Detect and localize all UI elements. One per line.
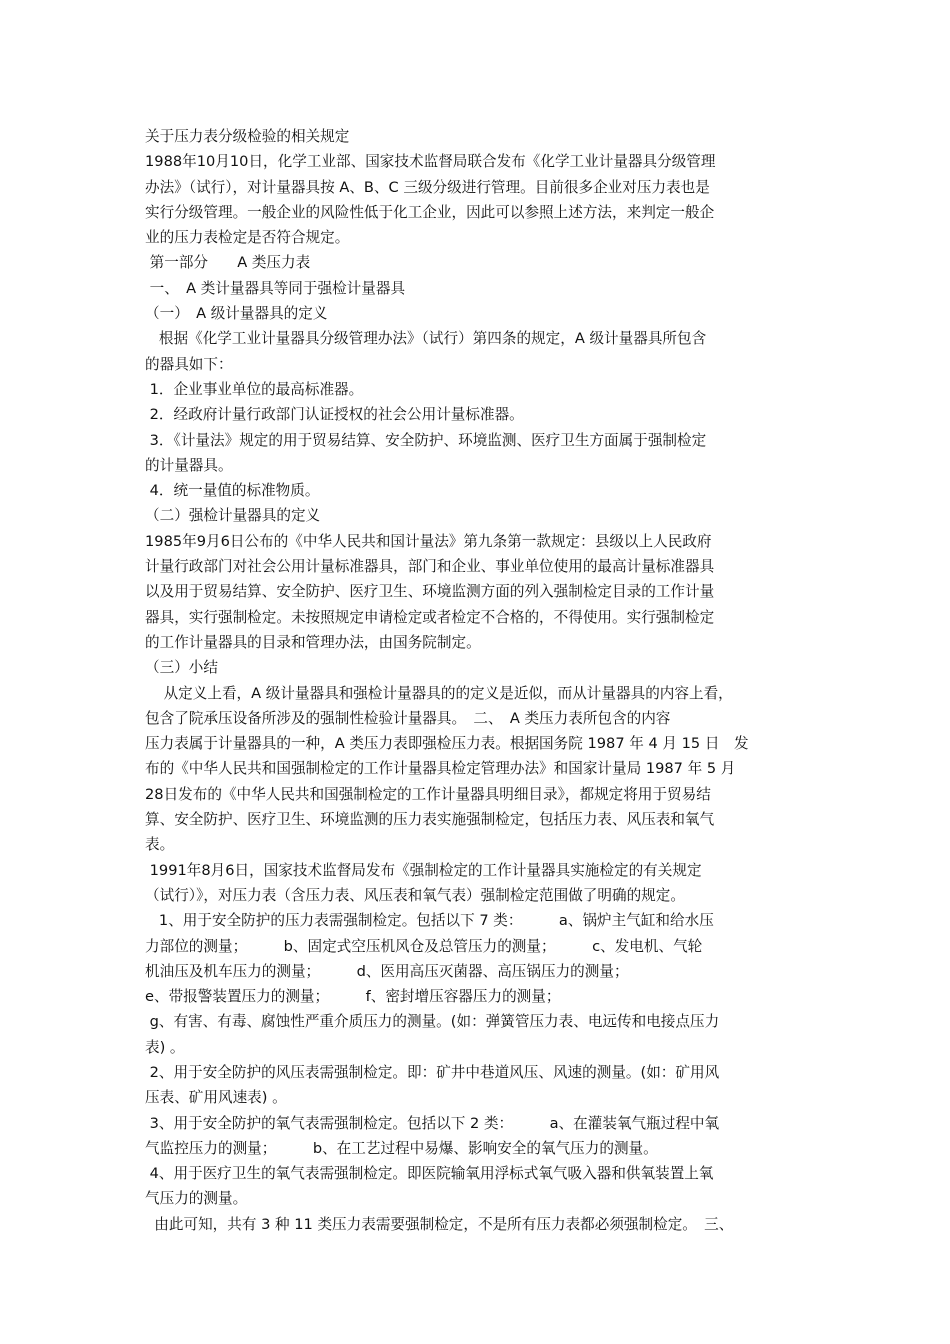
- text-line: 4、用于医疗卫生的氧气表需强制检定。即医院输氧用浮标式氧气吸入器和供氧装置上氧: [145, 1165, 714, 1183]
- text-line: g、有害、有毒、腐蚀性严重介质压力的测量。(如：弹簧管压力表、电远传和电接点压力: [145, 1013, 720, 1031]
- text-line: 办法》（试行），对计量器具按 A、B、C 三级分级进行管理。目前很多企业对压力表也是: [145, 178, 710, 196]
- text-line: 布的《中华人民共和国强制检定的工作计量器具检定管理办法》和国家计量局 1987 年 5 月: [145, 760, 736, 778]
- text-line: e、带报警装置压力的测量； f、密封增压容器压力的测量；: [145, 988, 561, 1006]
- text-line: 一、 A 类计量器具等同于强检计量器具: [145, 279, 406, 297]
- text-line: 以及用于贸易结算、安全防护、医疗卫生、环境监测方面的列入强制检定目录的工作计量: [145, 583, 715, 601]
- document-title: 关于压力表分级检验的相关规定: [145, 128, 350, 145]
- text-line: 的计量器具。: [145, 456, 233, 474]
- text-line: 压力表属于计量器具的一种，A 类压力表即强检压力表。根据国务院 1987 年 4 月 15 日 发: [145, 735, 749, 753]
- text-line: （二）强检计量器具的定义: [145, 507, 321, 525]
- text-line: 气压力的测量。: [145, 1190, 248, 1208]
- text-line: 3、用于安全防护的氧气表需强制检定。包括以下 2 类： a、在灌装氧气瓶过程中氧: [145, 1114, 720, 1132]
- text-line: 3．《计量法》规定的用于贸易结算、安全防护、环境监测、医疗卫生方面属于强制检定: [145, 431, 707, 449]
- text-line: 力部位的测量； b、固定式空压机风仓及总管压力的测量； c、发电机、气轮: [145, 937, 703, 955]
- text-line: 由此可知，共有 3 种 11 类压力表需要强制检定，不是所有压力表都必须强制检定。 三、: [145, 1215, 734, 1233]
- text-line: 2．经政府计量行政部门认证授权的社会公用计量标准器。: [145, 406, 524, 424]
- text-line: 计量行政部门对社会公用计量标准器具，部门和企业、事业单位使用的最高计量标准器具: [145, 558, 715, 576]
- text-line: 28日发布的《中华人民共和国强制检定的工作计量器具明细目录》，都规定将用于贸易结: [145, 785, 711, 803]
- text-line: 气监控压力的测量； b、在工艺过程中易爆、影响安全的氧气压力的测量。: [145, 1139, 658, 1157]
- text-line: 的器具如下：: [145, 355, 233, 373]
- text-line: 表。: [145, 836, 175, 854]
- text-line: 业的压力表检定是否符合规定。: [145, 229, 350, 247]
- text-line: 4．统一量值的标准物质。: [145, 482, 320, 500]
- text-line: 的工作计量器具的目录和管理办法，由国务院制定。: [145, 633, 481, 651]
- text-line: 2、用于安全防护的风压表需强制检定。即：矿井中巷道风压、风速的测量。(如：矿用风: [145, 1063, 720, 1081]
- text-line: 1．企业事业单位的最高标准器。: [145, 380, 364, 398]
- text-line: 根据《化学工业计量器具分级管理办法》（试行）第四条的规定，A 级计量器具所包含: [145, 330, 707, 348]
- text-line: （三）小结: [145, 659, 218, 677]
- text-line: 第一部分 A 类压力表: [145, 254, 311, 272]
- text-line: 算、安全防护、医疗卫生、环境监测的压力表实施强制检定，包括压力表、风压表和氧气: [145, 811, 715, 829]
- text-line: 1985年9月6日公布的《中华人民共和国计量法》第九条第一款规定：县级以上人民政府: [145, 532, 712, 550]
- text-line: 实行分级管理。一般企业的风险性低于化工企业，因此可以参照上述方法，来判定一般企: [145, 203, 715, 221]
- text-line: 机油压及机车压力的测量； d、医用高压灭菌器、高压锅压力的测量；: [145, 962, 629, 980]
- text-line: 1991年8月6日，国家技术监督局发布《强制检定的工作计量器具实施检定的有关规定: [145, 861, 702, 879]
- text-line: （一） A 级计量器具的定义: [145, 305, 328, 323]
- text-line: 器具，实行强制检定。未按照规定申请检定或者检定不合格的，不得使用。实行强制检定: [145, 608, 715, 626]
- text-line: 压表、矿用风速表) 。: [145, 1089, 287, 1107]
- text-line: 1、用于安全防护的压力表需强制检定。包括以下 7 类： a、锅炉主气缸和给水压: [145, 912, 714, 930]
- text-line: 包含了院承压设备所涉及的强制性检验计量器具。 二、 A 类压力表所包含的内容: [145, 709, 671, 727]
- text-line: （试行）》，对压力表（含压力表、风压表和氧气表）强制检定范围做了明确的规定。: [145, 886, 685, 904]
- text-line: 从定义上看，A 级计量器具和强检计量器具的的定义是近似，而从计量器具的内容上看，: [145, 684, 733, 702]
- text-line: 1988年10月10日，化学工业部、国家技术监督局联合发布《化学工业计量器具分级管理: [145, 153, 716, 171]
- document-body: [145, 124, 817, 1237]
- text-line: 表) 。: [145, 1038, 185, 1056]
